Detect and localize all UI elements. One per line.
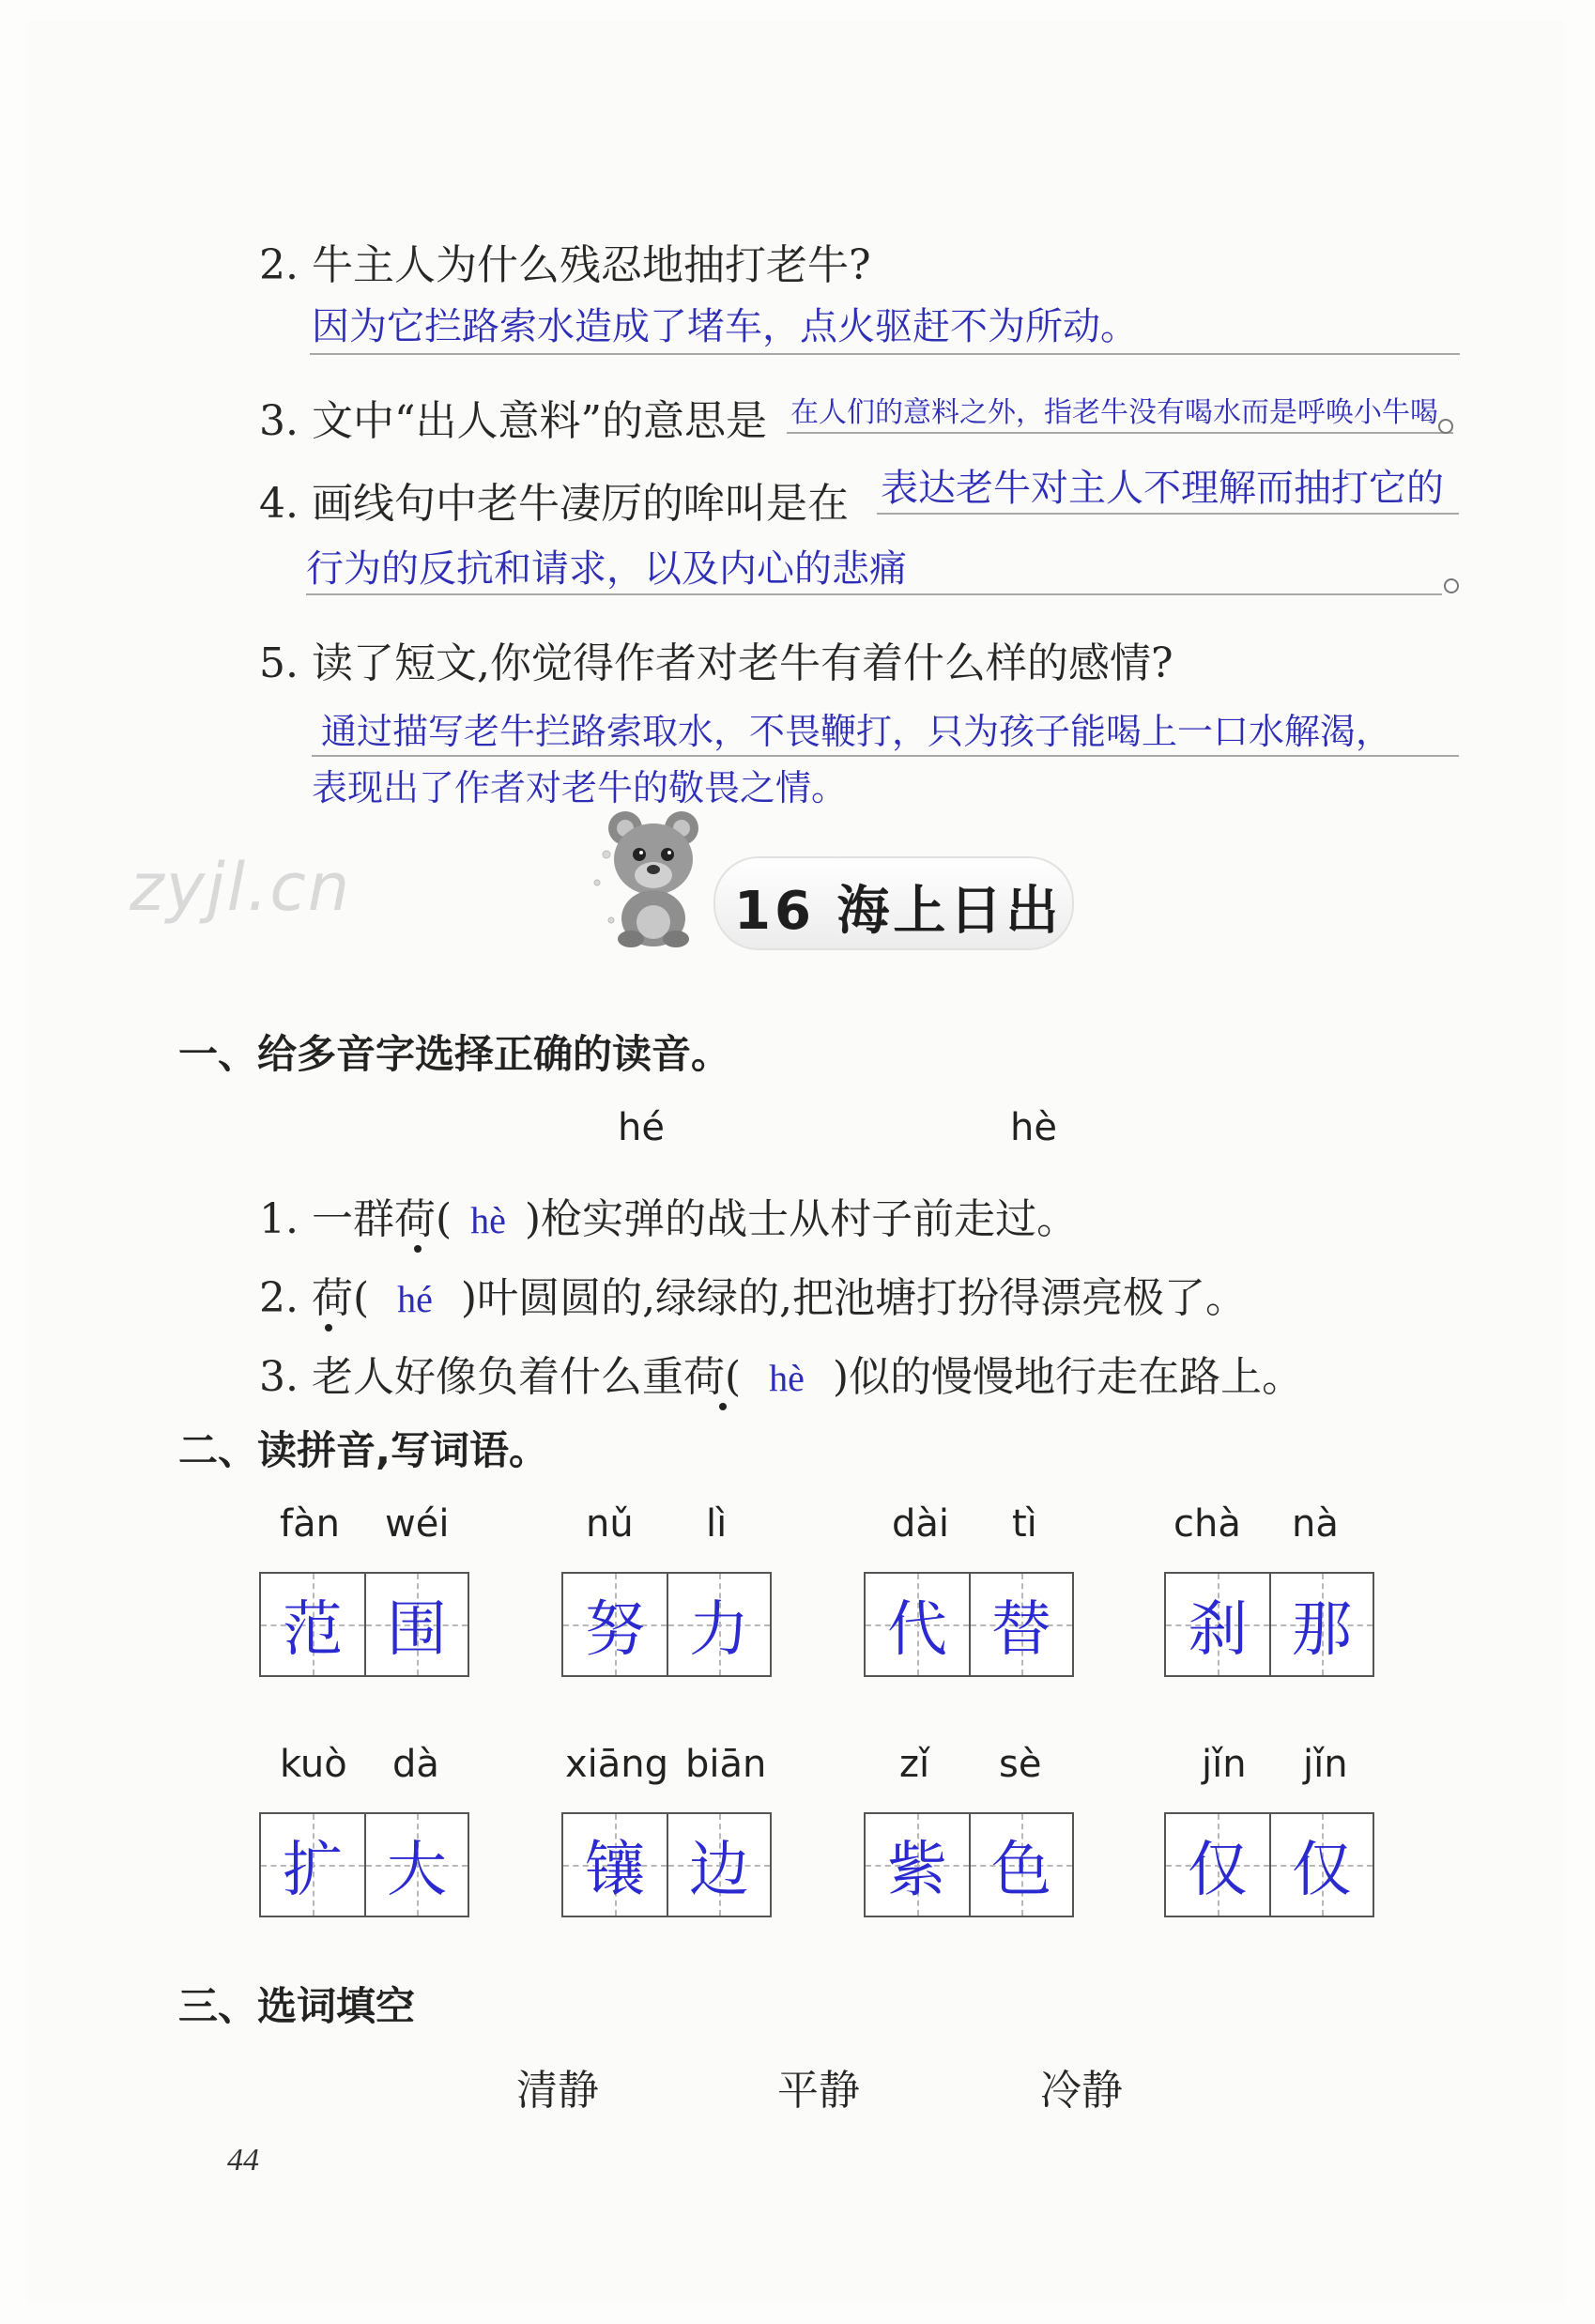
character-grid [259,1572,469,1677]
emphasis-dot [414,1245,422,1253]
answer-4-line2: 行为的反抗和请求，以及内心的悲痛 [306,547,907,591]
character-grid [1164,1572,1374,1677]
pinyin: dà [392,1743,439,1786]
end-circle [1438,419,1453,434]
pinyin: tì [1012,1502,1037,1546]
character-grid [864,1812,1074,1917]
pinyin: sè [999,1743,1042,1786]
section-1-heading: 一、给多音字选择正确的读音。 [178,1031,731,1077]
option-he4: hè [1010,1106,1057,1149]
answer-5-line1: 通过描写老牛拦路索取水，不畏鞭打，只为孩子能喝上一口水解渴， [321,711,1392,752]
end-circle [1444,578,1459,593]
item-text: 3. 老人好像负着什么重荷( [259,1353,742,1401]
option-he2: hé [618,1106,665,1149]
grid-cell: 边 [667,1814,770,1916]
grid-cell: 仅 [1166,1814,1269,1916]
pinyin: fàn [280,1502,340,1546]
item-text: 2. 荷( [259,1274,370,1322]
word-option: 平静 [777,2067,860,2115]
lesson-title: 16 海上日出 [734,881,1063,942]
answer-2: 因为它拦路索水造成了堵车，点火驱赶不为所动。 [312,305,1138,348]
grid-cell: 那 [1269,1574,1373,1675]
character-grid [561,1572,772,1677]
grid-cell: 范 [261,1574,364,1675]
word-option: 冷静 [1040,2067,1123,2115]
word-option: 清静 [516,2067,599,2115]
grid-cell: 仅 [1269,1814,1373,1916]
pinyin: nà [1292,1502,1339,1546]
grid-cell: 替 [969,1574,1072,1675]
pinyin: jǐn [1202,1743,1247,1786]
grid-cell: 镶 [563,1814,667,1916]
pinyin: xiāng [565,1743,669,1786]
question-5: 5. 读了短文,你觉得作者对老牛有着什么样的感情? [259,639,1173,687]
item-text: 1. 一群荷( [259,1195,452,1243]
grid-cell: 紫 [866,1814,969,1916]
grid-cell: 大 [364,1814,468,1916]
answer-4-line1: 表达老牛对主人不理解而抽打它的 [881,467,1444,510]
pinyin: chà [1173,1502,1241,1546]
item-text: )似的慢慢地行走在路上。 [832,1353,1304,1401]
answer-line [312,755,1459,757]
answer-line [877,513,1459,515]
question-2: 2. 牛主人为什么残忍地抽打老牛? [259,241,871,289]
pinyin: zǐ [899,1743,930,1786]
answer-line [787,432,1453,434]
pinyin: lì [706,1502,728,1546]
pinyin-answer: hè [470,1199,506,1241]
pinyin-answer: hè [769,1357,805,1399]
question-3: 3. 文中“出人意料”的意思是 [259,397,767,445]
item-text: )枪实弹的战士从村子前走过。 [524,1195,1079,1243]
page-number: 44 [227,2143,259,2178]
answer-5-line2: 表现出了作者对老牛的敬畏之情。 [312,767,848,808]
section-2-heading: 二、读拼音,写词语。 [178,1427,548,1473]
section-3-heading: 三、选词填空 [178,1983,416,2029]
emphasis-dot [325,1324,332,1331]
watermark: zyjl.cn [130,849,352,926]
pinyin: jǐn [1303,1743,1348,1786]
grid-cell: 努 [563,1574,667,1675]
answer-line [306,593,1442,595]
answer-3: 在人们的意料之外，指老牛没有喝水而是呼唤小牛喝 [790,396,1438,429]
pinyin-answer: hé [397,1278,433,1320]
grid-cell: 刹 [1166,1574,1269,1675]
pinyin: wéi [385,1502,450,1546]
item-2 [259,1264,1247,1324]
character-grid [259,1812,469,1917]
page-background [26,21,1566,2302]
pinyin: nǔ [586,1502,634,1546]
item-text: )叶圆圆的,绿绿的,把池塘打扮得漂亮极了。 [460,1274,1248,1322]
pinyin: biān [685,1743,767,1786]
item-1 [259,1185,1078,1245]
character-grid [561,1812,772,1917]
grid-cell: 扩 [261,1814,364,1916]
grid-cell: 代 [866,1574,969,1675]
emphasis-dot [719,1403,727,1410]
grid-cell: 力 [667,1574,770,1675]
pinyin: kuò [280,1743,347,1786]
grid-cell: 色 [969,1814,1072,1916]
pinyin: dài [892,1502,950,1546]
question-4: 4. 画线句中老牛凄厉的哞叫是在 [259,480,849,528]
bear-icon [578,808,728,948]
answer-line [310,353,1460,355]
item-3 [259,1343,1303,1403]
character-grid [1164,1812,1374,1917]
grid-cell: 围 [364,1574,468,1675]
character-grid [864,1572,1074,1677]
